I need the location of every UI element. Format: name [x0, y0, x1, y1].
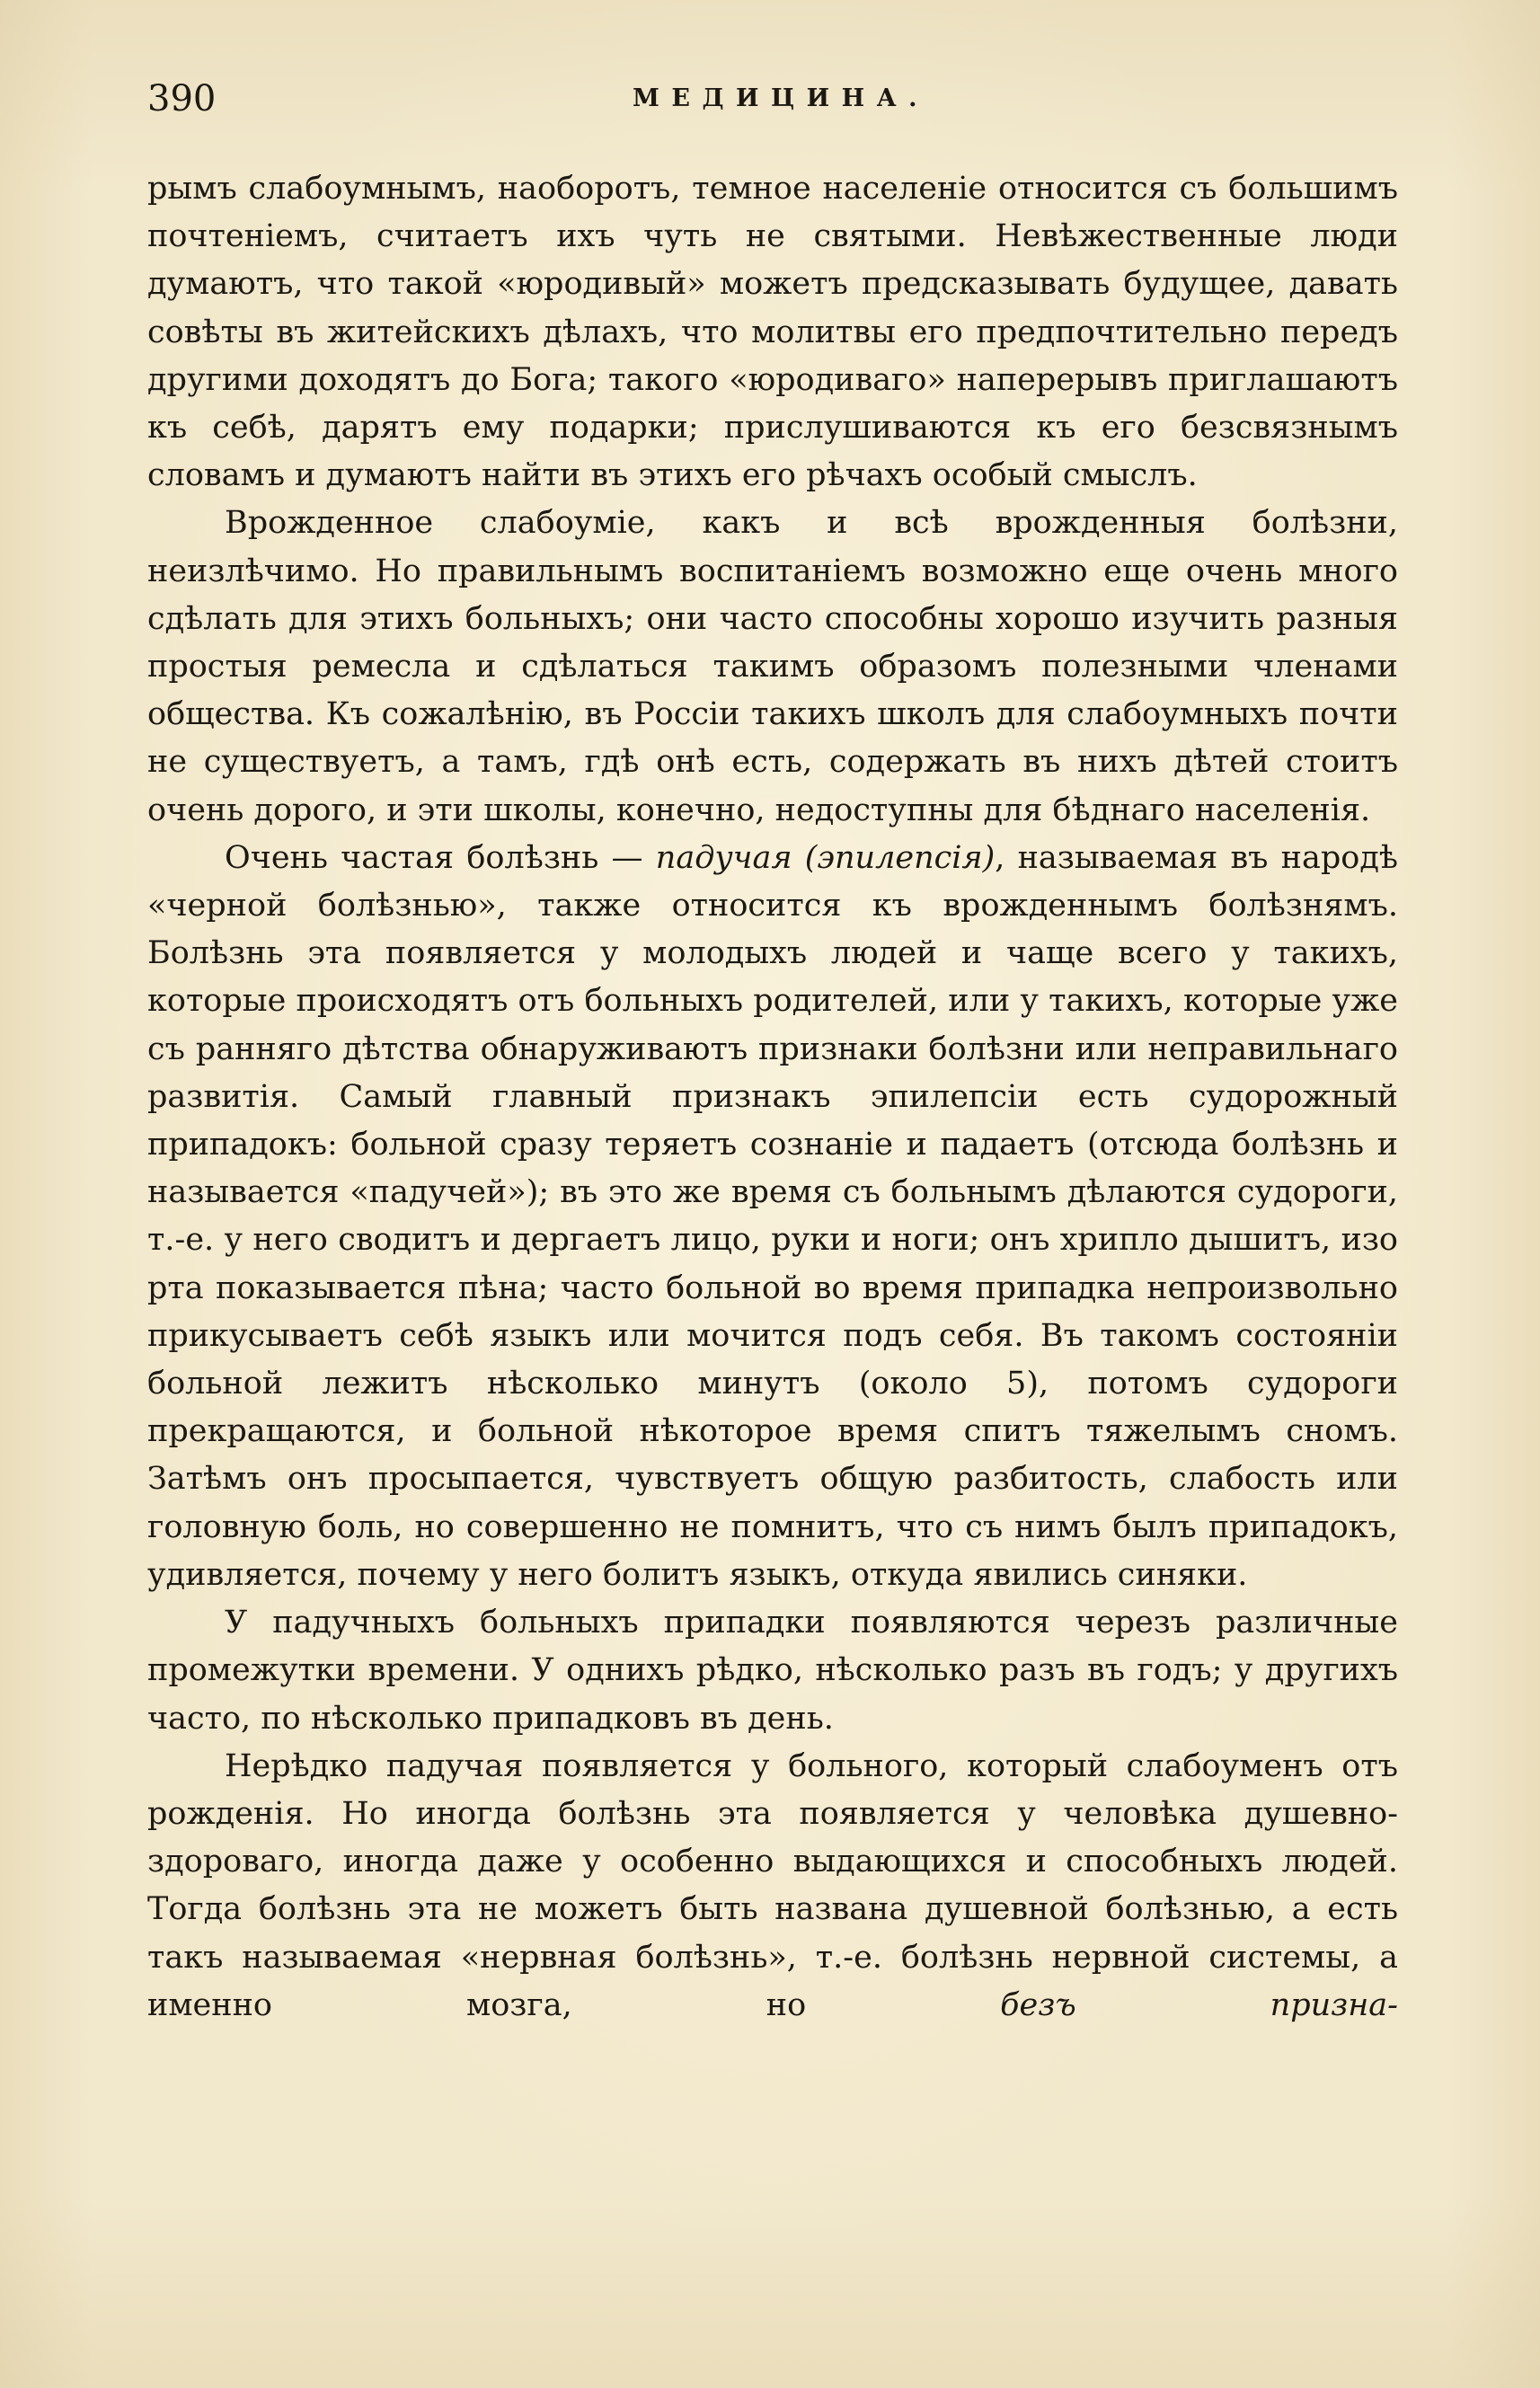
running-title: МЕДИЦИНА.: [633, 84, 929, 112]
body-text: [147, 165, 1398, 2030]
paragraph-3: [147, 835, 1398, 1599]
paragraph-5-text: Нерѣдко падучая появляется у больного, который слабоуменъ отъ рожденія. Но иногда болѣзнь эта появляется у человѣка душевно-здороваго, иногда даже у особенно выдающихся и способныхъ людей. Тогда болѣзнь эта не можетъ быть названа душевной болѣзнью, а есть такъ называемая «нервная болѣзнь», т.-е. болѣзнь нервной системы, а именно мозга, но: [147, 1747, 1398, 2023]
paragraph-3-text-start: Очень частая болѣзнь —: [225, 839, 656, 876]
paragraph-1: [147, 165, 1398, 500]
paragraph-5-emphasis: безъ призна-: [1000, 1986, 1398, 2023]
paragraph-4: [147, 1599, 1398, 1743]
page-number: 390: [147, 78, 217, 119]
paragraph-2-text: Врожденное слабоуміе, какъ и всѣ врожденныя болѣзни, неизлѣчимо. Но правильнымъ воспитаніемъ возможно еще очень много сдѣлать для этихъ больныхъ; они часто способны хорошо изучить разныя простыя ремесла и сдѣлаться такимъ образомъ полезными членами общества. Къ сожалѣнію, въ Россіи такихъ школъ для слабоумныхъ почти не существуетъ, а тамъ, гдѣ онѣ есть, содержать въ нихъ дѣтей стоитъ очень дорого, и эти школы, конечно, недоступны для бѣднаго населенія.: [147, 505, 1398, 828]
page-header: [147, 74, 1396, 128]
paragraph-5: [147, 1743, 1398, 2030]
paragraph-3-text-end: , называемая въ народѣ «черной болѣзнью», также относится къ врожденнымъ болѣзнямъ. Болѣзнь эта появляется у молодыхъ людей и чаще всего у такихъ, которые происходятъ отъ больныхъ родителей, или у такихъ, которые уже съ ранняго дѣтства обнаруживаютъ признаки болѣзни или неправильнаго развитія. Самый главный признакъ эпилепсіи есть судорожный припадокъ: больной сразу теряетъ сознаніе и падаетъ (отсюда болѣзнь и называется «падучей»); въ это же время съ больнымъ дѣлаются судороги, т.-е. у него сводитъ и дергаетъ лицо, руки и ноги; онъ хрипло дышитъ, изо рта показывается пѣна; часто больной во время припадка непроизвольно прикусываетъ себѣ языкъ или мочится подъ себя. Въ такомъ состояніи больной лежитъ нѣсколько минутъ (около 5), потомъ судороги прекращаются, и больной нѣкоторое время спитъ тяжелымъ сномъ. Затѣмъ онъ просыпается, чувствуетъ общую разбитость, слабость или головную боль, но совершенно не помнитъ, что съ нимъ былъ припадокъ, удивляется, почему у него болитъ языкъ, откуда явились синяки.: [147, 839, 1398, 1593]
paragraph-2: [147, 500, 1398, 834]
paragraph-4-text: У падучныхъ больныхъ припадки появляются черезъ различные промежутки времени. У однихъ рѣдко, нѣсколько разъ въ годъ; у другихъ часто, по нѣсколько припадковъ въ день.: [147, 1605, 1398, 1737]
paragraph-3-emphasis: падучая (эпилепсія): [655, 839, 996, 876]
paragraph-1-text: рымъ слабоумнымъ, наоборотъ, темное населеніе относится съ большимъ почтеніемъ, считаетъ ихъ чуть не святыми. Невѣжественные люди думаютъ, что такой «юродивый» можетъ предсказывать будущее, давать совѣты въ житейскихъ дѣлахъ, что молитвы его предпочтительно передъ другими доходятъ до Бога; такого «юродиваго» наперерывъ приглашаютъ къ себѣ, дарятъ ему подарки; прислушиваются къ его безсвязнымъ словамъ и думаютъ найти въ этихъ его рѣчахъ особый смыслъ.: [147, 171, 1398, 494]
